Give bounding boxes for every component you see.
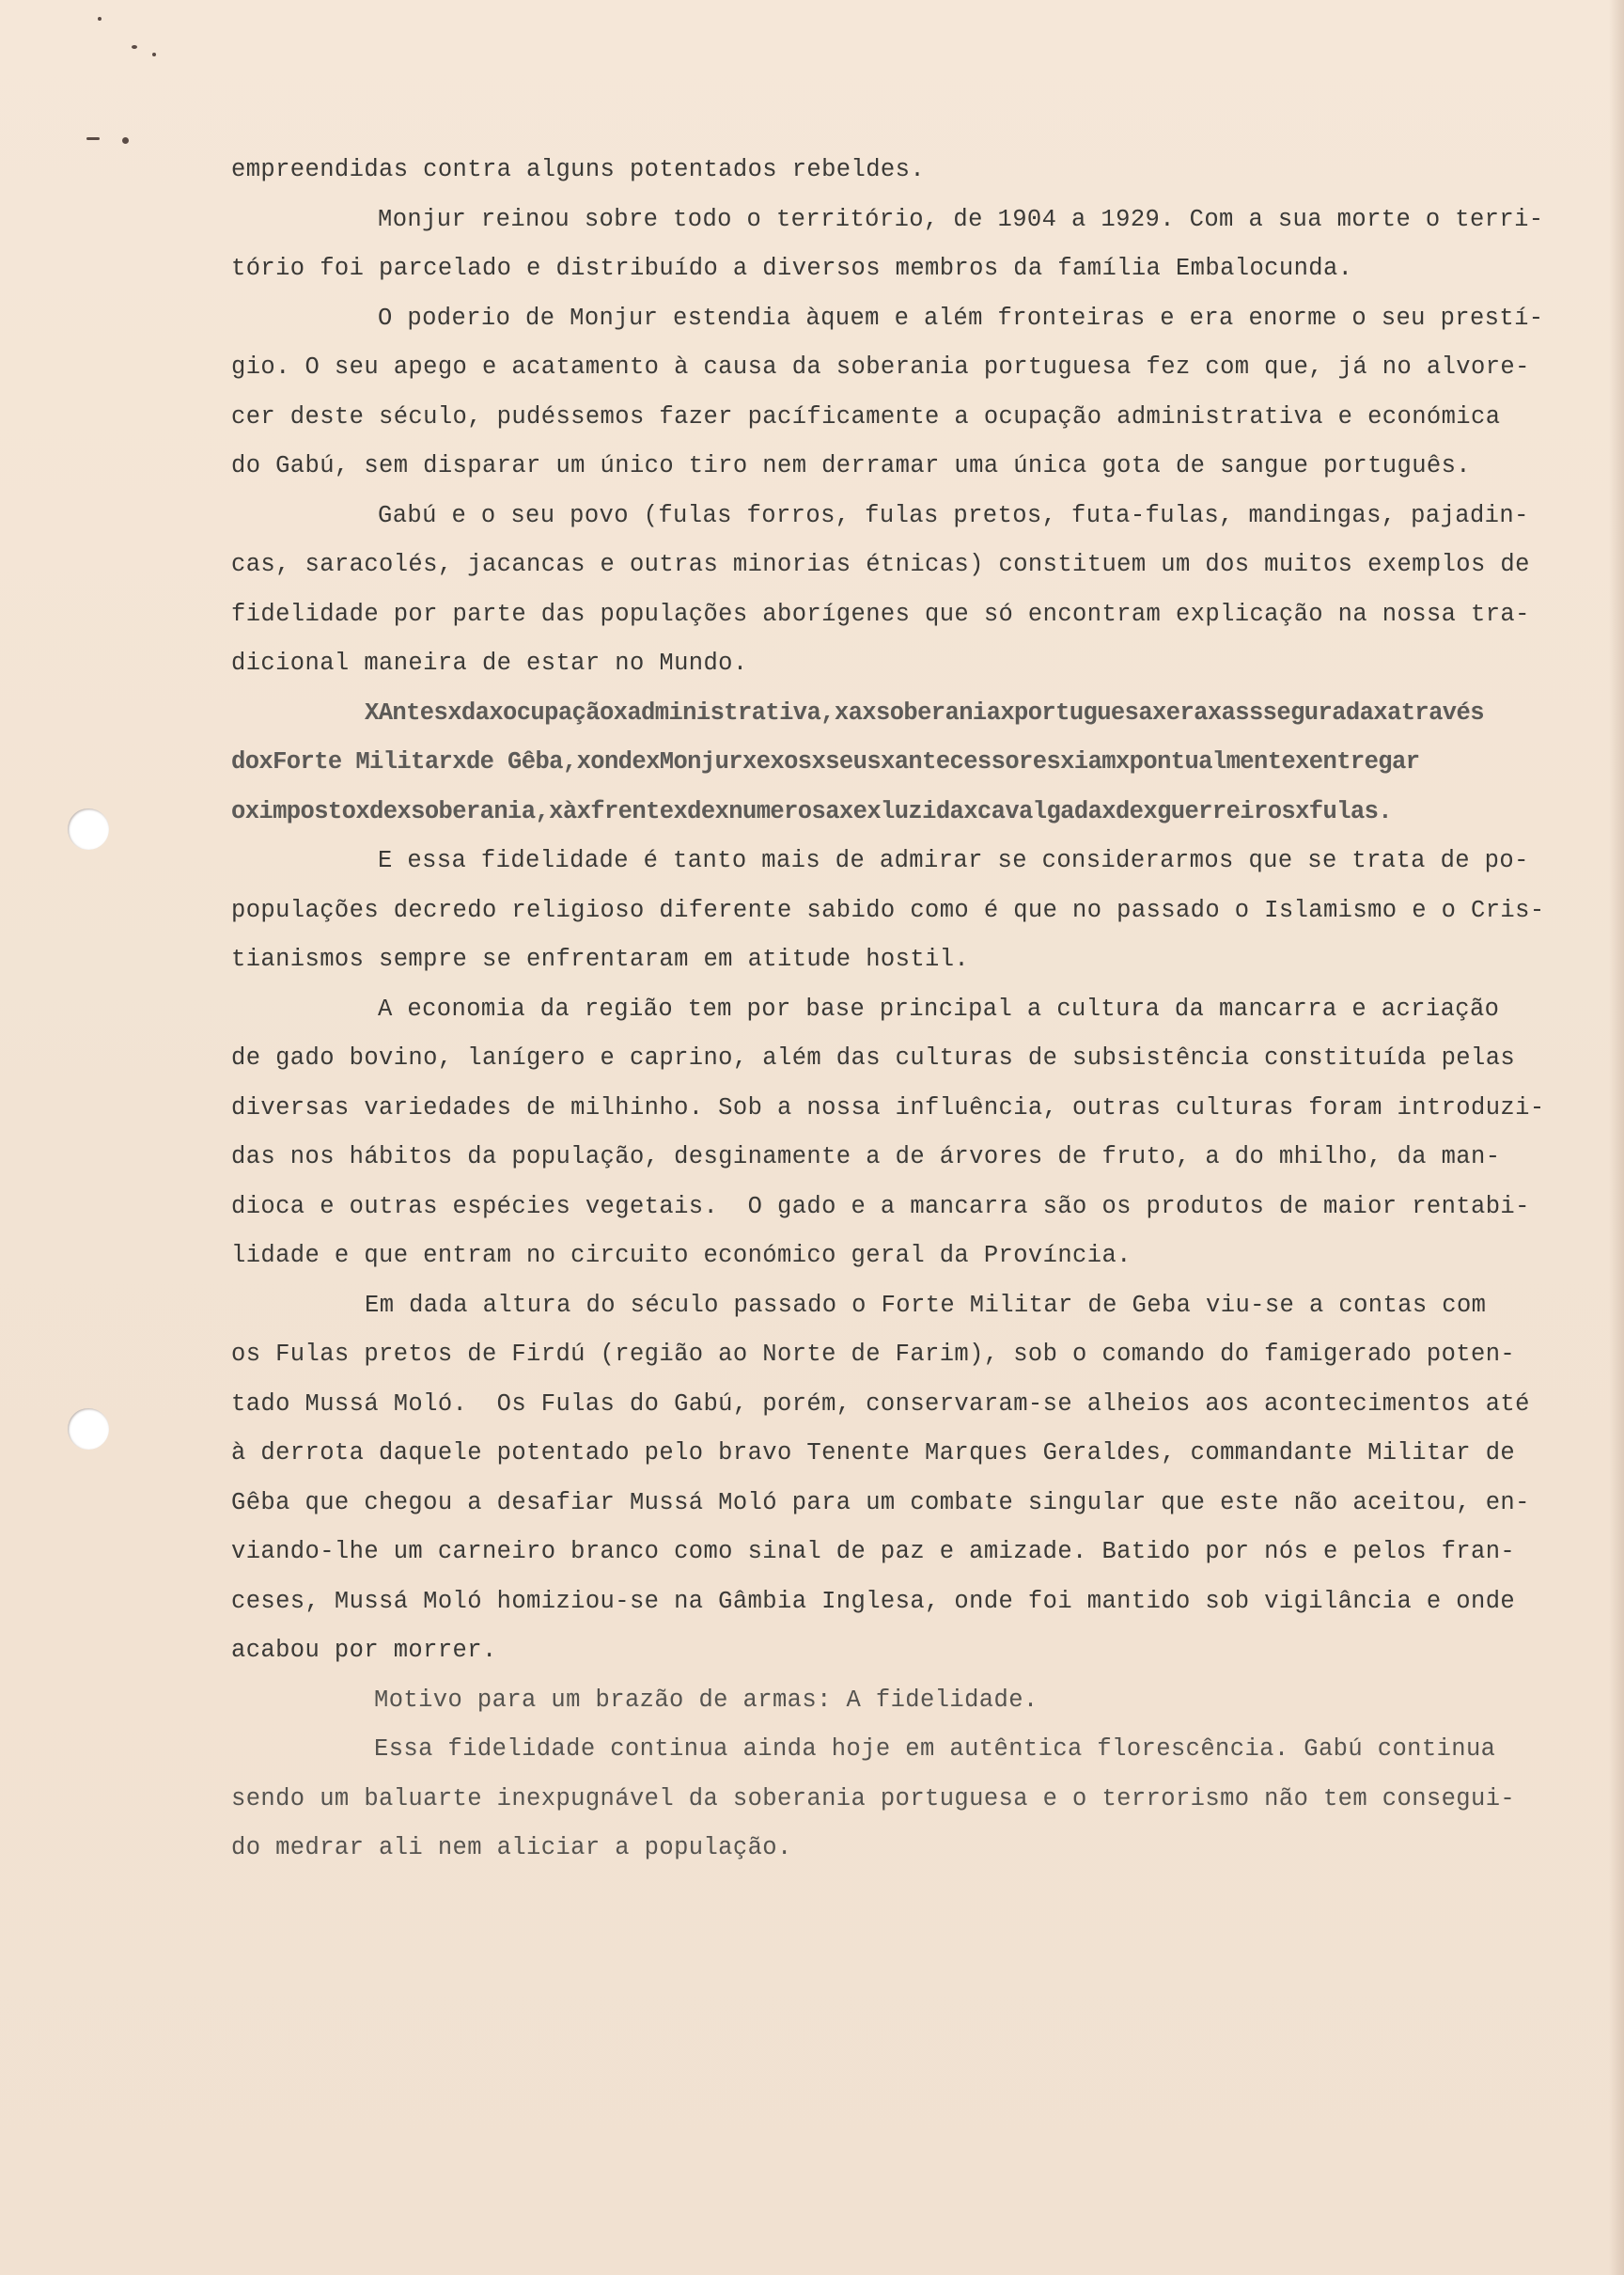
text-line: os Fulas pretos de Firdú (região ao Norte de Farim), sob o comando do famigerado poten- xyxy=(231,1341,1516,1368)
text-line: cer deste século, pudéssemos fazer pacíficamente a ocupação administrativa e económica xyxy=(231,403,1501,431)
text-line: sendo um baluarte inexpugnável da soberania portuguesa e o terrorismo não tem consegui- xyxy=(231,1785,1516,1812)
paper-speck xyxy=(122,137,129,144)
text-line: de gado bovino, lanígero e caprino, além das culturas de subsistência constituída pelas xyxy=(231,1044,1516,1072)
punch-hole-bottom xyxy=(68,1408,109,1450)
text-line: Essa fidelidade continua ainda hoje em autêntica florescência. Gabú continua xyxy=(374,1735,1496,1763)
paper-speck xyxy=(132,45,137,49)
text-line: cas, saracolés, jacancas e outras minorias étnicas) constituem um dos muitos exemplos de xyxy=(231,551,1530,578)
text-line: Motivo para um brazão de armas: A fidelidade. xyxy=(374,1687,1038,1714)
text-line: dicional maneira de estar no Mundo. xyxy=(231,650,748,677)
struck-out-line: XAntesxdaxocupaçãoxadministrativa,xaxsoberaniaxportuguesaxeraxassseguradaxatravés xyxy=(365,699,1484,727)
text-line: populações decredo religioso diferente sabido como é que no passado o Islamismo e o Cris- xyxy=(231,897,1545,924)
text-line: do Gabú, sem disparar um único tiro nem derramar uma única gota de sangue português. xyxy=(231,452,1472,479)
paper-speck xyxy=(86,137,100,140)
text-line: do medrar ali nem aliciar a população. xyxy=(231,1834,792,1861)
text-line: ceses, Mussá Moló homiziou-se na Gâmbia Inglesa, onde foi mantido sob vigilância e onde xyxy=(231,1588,1516,1615)
paper-speck xyxy=(98,17,102,21)
text-line: diversas variedades de milhinho. Sob a nossa influência, outras culturas foram introduzi- xyxy=(231,1094,1545,1122)
text-line: dioca e outras espécies vegetais. O gado e a mancarra são os produtos de maior rentabi- xyxy=(231,1193,1530,1220)
text-line: fidelidade por parte das populações aborígenes que só encontram explicação na nossa tra- xyxy=(231,601,1530,628)
text-line: tado Mussá Moló. Os Fulas do Gabú, porém, conservaram-se alheios aos acontecimentos até xyxy=(231,1390,1530,1418)
text-line: Monjur reinou sobre todo o território, de 1904 a 1929. Com a sua morte o terri- xyxy=(378,206,1544,233)
text-line: O poderio de Monjur estendia àquem e além fronteiras e era enorme o seu prestí- xyxy=(378,305,1544,332)
text-line: A economia da região tem por base principal a cultura da mancarra e acriação xyxy=(378,996,1500,1023)
text-line: viando-lhe um carneiro branco como sinal de paz e amizade. Batido por nós e pelos fran- xyxy=(231,1538,1516,1565)
text-line: gio. O seu apego e acatamento à causa da soberania portuguesa fez com que, já no alvore- xyxy=(231,353,1530,381)
page-edge-shadow xyxy=(1609,0,1624,2275)
paper-speck xyxy=(152,53,156,56)
struck-out-line: oximpostoxdexsoberania,xàxfrentexdexnumerosaxexluzidaxcavalgadaxdexguerreirosxfulas. xyxy=(231,798,1393,825)
text-line: empreendidas contra alguns potentados rebeldes. xyxy=(231,156,926,183)
struck-out-line: doxForte Militarxde Gêba,xondexMonjurxexosxseusxantecessoresxiamxpontualmentexentregar xyxy=(231,748,1420,776)
text-line: E essa fidelidade é tanto mais de admirar se considerarmos que se trata de po- xyxy=(378,847,1529,874)
text-line: à derrota daquele potentado pelo bravo Tenente Marques Geraldes, commandante Militar de xyxy=(231,1439,1516,1467)
text-line: lidade e que entram no circuito económico geral da Província. xyxy=(231,1242,1132,1269)
text-line: acabou por morrer. xyxy=(231,1637,497,1664)
text-line: Em dada altura do século passado o Forte Militar de Geba viu-se a contas com xyxy=(365,1292,1487,1319)
text-line: tianismos sempre se enfrentaram em atitude hostil. xyxy=(231,946,970,973)
punch-hole-top xyxy=(68,808,109,850)
text-line: tório foi parcelado e distribuído a diversos membros da família Embalocunda. xyxy=(231,255,1353,282)
text-line: Gêba que chegou a desafiar Mussá Moló para um combate singular que este não aceitou, en- xyxy=(231,1489,1530,1516)
text-line: das nos hábitos da população, desginamente a de árvores de fruto, a do mhilho, da man- xyxy=(231,1143,1501,1170)
text-line: Gabú e o seu povo (fulas forros, fulas pretos, futa-fulas, mandingas, pajadin- xyxy=(378,502,1529,529)
